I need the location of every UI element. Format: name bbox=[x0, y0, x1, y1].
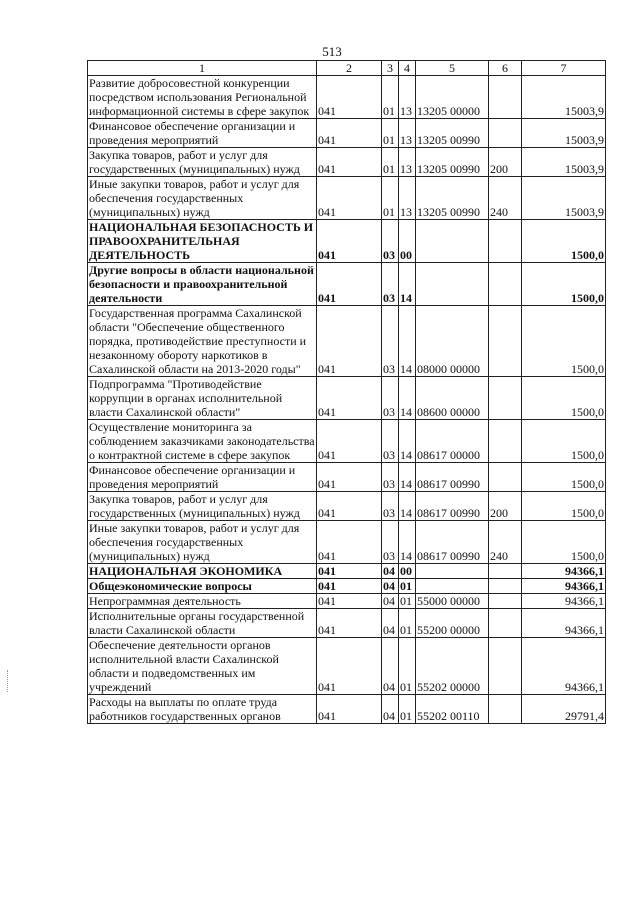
row-section-cell: 04 bbox=[382, 609, 399, 638]
row-subsection-cell: 14 bbox=[399, 420, 416, 463]
row-type-cell bbox=[489, 463, 522, 492]
table-row bbox=[88, 420, 606, 463]
row-amount-cell: 94366,1 bbox=[522, 564, 606, 579]
row-section-cell: 04 bbox=[382, 695, 399, 724]
header-col-1: 1 bbox=[88, 61, 317, 76]
header-col-5: 5 bbox=[416, 61, 489, 76]
row-type-cell bbox=[489, 579, 522, 594]
row-target-cell bbox=[416, 564, 489, 579]
row-section-cell: 03 bbox=[382, 521, 399, 564]
row-type-cell: 240 bbox=[489, 521, 522, 564]
table-row bbox=[88, 148, 606, 177]
row-type-cell bbox=[489, 638, 522, 695]
row-amount-cell: 94366,1 bbox=[522, 609, 606, 638]
row-target-cell: 55000 00000 bbox=[416, 594, 489, 609]
table-row bbox=[88, 638, 606, 695]
row-target-cell: 08617 00990 bbox=[416, 492, 489, 521]
row-target-cell: 08000 00000 bbox=[416, 306, 489, 377]
row-code-cell: 041 bbox=[317, 492, 382, 521]
row-code-cell: 041 bbox=[317, 638, 382, 695]
row-code-cell: 041 bbox=[317, 177, 382, 220]
table-row bbox=[88, 177, 606, 220]
row-type-cell bbox=[489, 564, 522, 579]
row-amount-cell: 1500,0 bbox=[522, 377, 606, 420]
row-subsection-cell: 13 bbox=[399, 119, 416, 148]
row-type-cell bbox=[489, 220, 522, 263]
table-row bbox=[88, 263, 606, 306]
row-section-cell: 01 bbox=[382, 148, 399, 177]
row-code-cell: 041 bbox=[317, 463, 382, 492]
row-subsection-cell: 01 bbox=[399, 594, 416, 609]
row-amount-cell: 15003,9 bbox=[522, 119, 606, 148]
row-type-cell bbox=[489, 420, 522, 463]
row-name-cell: Закупка товаров, работ и услуг для государственных (муниципальных) нужд bbox=[88, 148, 317, 177]
row-code-cell: 041 bbox=[317, 306, 382, 377]
row-target-cell bbox=[416, 263, 489, 306]
row-amount-cell: 1500,0 bbox=[522, 463, 606, 492]
row-section-cell: 03 bbox=[382, 306, 399, 377]
row-name-cell: Расходы на выплаты по оплате труда работников государственных органов bbox=[88, 695, 317, 724]
row-name-cell: Осуществление мониторинга за соблюдением заказчиками законодательства о контрактной системе в сфере закупок bbox=[89, 420, 315, 462]
row-amount-cell: 1500,0 bbox=[522, 263, 606, 306]
row-target-cell bbox=[416, 220, 489, 263]
row-target-cell: 55200 00000 bbox=[416, 609, 489, 638]
row-amount-cell: 15003,9 bbox=[522, 177, 606, 220]
table-row bbox=[88, 492, 606, 521]
row-name-cell: Иные закупки товаров, работ и услуг для обеспечения государственных (муниципальных) нужд bbox=[88, 521, 317, 564]
row-amount-cell: 29791,4 bbox=[522, 695, 606, 724]
table-row bbox=[88, 609, 606, 638]
row-code-cell: 041 bbox=[317, 119, 382, 148]
row-subsection-cell: 13 bbox=[399, 148, 416, 177]
header-col-6: 6 bbox=[489, 61, 522, 76]
row-subsection-cell: 01 bbox=[399, 695, 416, 724]
row-name-cell: Финансовое обеспечение организации и проведения мероприятий bbox=[88, 119, 317, 148]
table-row bbox=[88, 463, 606, 492]
header-col-3: 3 bbox=[382, 61, 399, 76]
row-amount-cell: 1500,0 bbox=[522, 220, 606, 263]
margin-mark bbox=[7, 670, 10, 692]
table-row bbox=[88, 220, 606, 263]
row-section-cell: 04 bbox=[382, 638, 399, 695]
row-target-cell bbox=[416, 579, 489, 594]
row-type-cell bbox=[489, 377, 522, 420]
row-amount-cell: 15003,9 bbox=[522, 148, 606, 177]
row-amount-cell: 94366,1 bbox=[522, 579, 606, 594]
row-subsection-cell: 14 bbox=[399, 306, 416, 377]
row-name-cell: Общеэкономические вопросы bbox=[88, 579, 317, 594]
row-type-cell bbox=[489, 76, 522, 119]
table-row bbox=[88, 695, 606, 724]
row-target-cell: 55202 00110 bbox=[416, 695, 489, 724]
row-code-cell: 041 bbox=[317, 695, 382, 724]
budget-table bbox=[87, 60, 606, 724]
table-row bbox=[88, 594, 606, 609]
row-amount-cell: 15003,9 bbox=[522, 76, 606, 119]
row-subsection-cell: 14 bbox=[399, 263, 416, 306]
row-name-cell: НАЦИОНАЛЬНАЯ БЕЗОПАСНОСТЬ И ПРАВООХРАНИТЕЛЬНАЯ ДЕЯТЕЛЬНОСТЬ bbox=[88, 220, 317, 263]
row-section-cell: 03 bbox=[382, 263, 399, 306]
table-header-row bbox=[88, 61, 606, 76]
row-name-cell: Развитие добросовестной конкуренции посредством использования Региональной информационной системы в сфере закупок bbox=[88, 76, 317, 119]
row-section-cell: 03 bbox=[382, 377, 399, 420]
row-section-cell: 01 bbox=[382, 177, 399, 220]
row-subsection-cell: 14 bbox=[399, 463, 416, 492]
row-type-cell bbox=[489, 119, 522, 148]
row-code-cell: 041 bbox=[317, 263, 382, 306]
row-name-cell: Обеспечение деятельности органов исполнительной власти Сахалинской области и подведомственных им учреждений bbox=[88, 638, 317, 695]
row-section-cell: 01 bbox=[382, 76, 399, 119]
row-target-cell: 13205 00000 bbox=[416, 76, 489, 119]
row-section-cell: 04 bbox=[382, 564, 399, 579]
row-target-cell: 08617 00990 bbox=[416, 463, 489, 492]
table-row bbox=[88, 306, 606, 377]
row-subsection-cell: 01 bbox=[399, 579, 416, 594]
row-type-cell bbox=[489, 695, 522, 724]
row-target-cell: 13205 00990 bbox=[416, 119, 489, 148]
table-row bbox=[88, 377, 606, 420]
row-subsection-cell: 13 bbox=[399, 76, 416, 119]
table-row bbox=[88, 119, 606, 148]
row-section-cell: 01 bbox=[382, 119, 399, 148]
row-subsection-cell: 13 bbox=[399, 177, 416, 220]
table-row bbox=[88, 76, 606, 119]
row-name-cell: НАЦИОНАЛЬНАЯ ЭКОНОМИКА bbox=[88, 564, 317, 579]
row-code-cell: 041 bbox=[317, 377, 382, 420]
table-row bbox=[88, 521, 606, 564]
row-amount-cell: 1500,0 bbox=[522, 521, 606, 564]
row-name-cell: Другие вопросы в области национальной безопасности и правоохранительной деятельности bbox=[88, 263, 317, 306]
table-body bbox=[88, 76, 606, 724]
row-name-cell: Непрограммная деятельность bbox=[88, 594, 317, 609]
row-name-cell: Государственная программа Сахалинской области "Обеспечение общественного порядка, противодействие преступности и незаконному обороту наркотиков в Сахалинской области на 2013-2020 годы" bbox=[88, 306, 317, 377]
row-amount-cell: 94366,1 bbox=[522, 638, 606, 695]
table-row bbox=[88, 564, 606, 579]
row-code-cell: 041 bbox=[317, 148, 382, 177]
row-subsection-cell: 00 bbox=[399, 220, 416, 263]
row-amount-cell: 1500,0 bbox=[522, 492, 606, 521]
row-subsection-cell: 14 bbox=[399, 377, 416, 420]
row-amount-cell: 1500,0 bbox=[522, 306, 606, 377]
row-subsection-cell: 01 bbox=[399, 638, 416, 695]
row-code-cell: 041 bbox=[317, 420, 382, 463]
row-subsection-cell: 14 bbox=[399, 521, 416, 564]
row-type-cell bbox=[489, 263, 522, 306]
row-code-cell: 041 bbox=[317, 564, 382, 579]
row-type-cell bbox=[489, 306, 522, 377]
row-subsection-cell: 00 bbox=[399, 564, 416, 579]
row-subsection-cell: 14 bbox=[399, 492, 416, 521]
row-section-cell: 03 bbox=[382, 492, 399, 521]
row-target-cell: 13205 00990 bbox=[416, 177, 489, 220]
row-name-cell: Закупка товаров, работ и услуг для государственных (муниципальных) нужд bbox=[88, 492, 317, 521]
header-col-2: 2 bbox=[317, 61, 382, 76]
row-code-cell: 041 bbox=[317, 579, 382, 594]
table-row bbox=[88, 579, 606, 594]
row-code-cell: 041 bbox=[317, 76, 382, 119]
page-number: 513 bbox=[322, 44, 342, 59]
header-col-4: 4 bbox=[399, 61, 416, 76]
row-target-cell: 08617 00000 bbox=[416, 420, 489, 463]
row-amount-cell: 94366,1 bbox=[522, 594, 606, 609]
row-code-cell: 041 bbox=[317, 220, 382, 263]
row-type-cell bbox=[489, 594, 522, 609]
row-section-cell: 03 bbox=[382, 420, 399, 463]
row-section-cell: 04 bbox=[382, 579, 399, 594]
row-code-cell: 041 bbox=[317, 521, 382, 564]
row-target-cell: 13205 00990 bbox=[416, 148, 489, 177]
header-col-7: 7 bbox=[522, 61, 606, 76]
row-type-cell: 240 bbox=[489, 177, 522, 220]
row-amount-cell: 1500,0 bbox=[522, 420, 606, 463]
row-code-cell: 041 bbox=[317, 609, 382, 638]
row-type-cell: 200 bbox=[489, 148, 522, 177]
row-section-cell: 04 bbox=[382, 594, 399, 609]
row-name-cell: Подпрограмма "Противодействие коррупции в органах исполнительной власти Сахалинской области" bbox=[88, 377, 317, 420]
row-section-cell: 03 bbox=[382, 220, 399, 263]
row-name-cell: Исполнительные органы государственной власти Сахалинской области bbox=[88, 609, 317, 638]
row-target-cell: 08600 00000 bbox=[416, 377, 489, 420]
row-type-cell: 200 bbox=[489, 492, 522, 521]
row-target-cell: 08617 00990 bbox=[416, 521, 489, 564]
row-name-cell: Финансовое обеспечение организации и проведения мероприятий bbox=[88, 463, 317, 492]
row-subsection-cell: 01 bbox=[399, 609, 416, 638]
row-section-cell: 03 bbox=[382, 463, 399, 492]
row-name-cell: Иные закупки товаров, работ и услуг для обеспечения государственных (муниципальных) нужд bbox=[88, 177, 317, 220]
row-code-cell: 041 bbox=[317, 594, 382, 609]
row-type-cell bbox=[489, 609, 522, 638]
row-target-cell: 55202 00000 bbox=[416, 638, 489, 695]
